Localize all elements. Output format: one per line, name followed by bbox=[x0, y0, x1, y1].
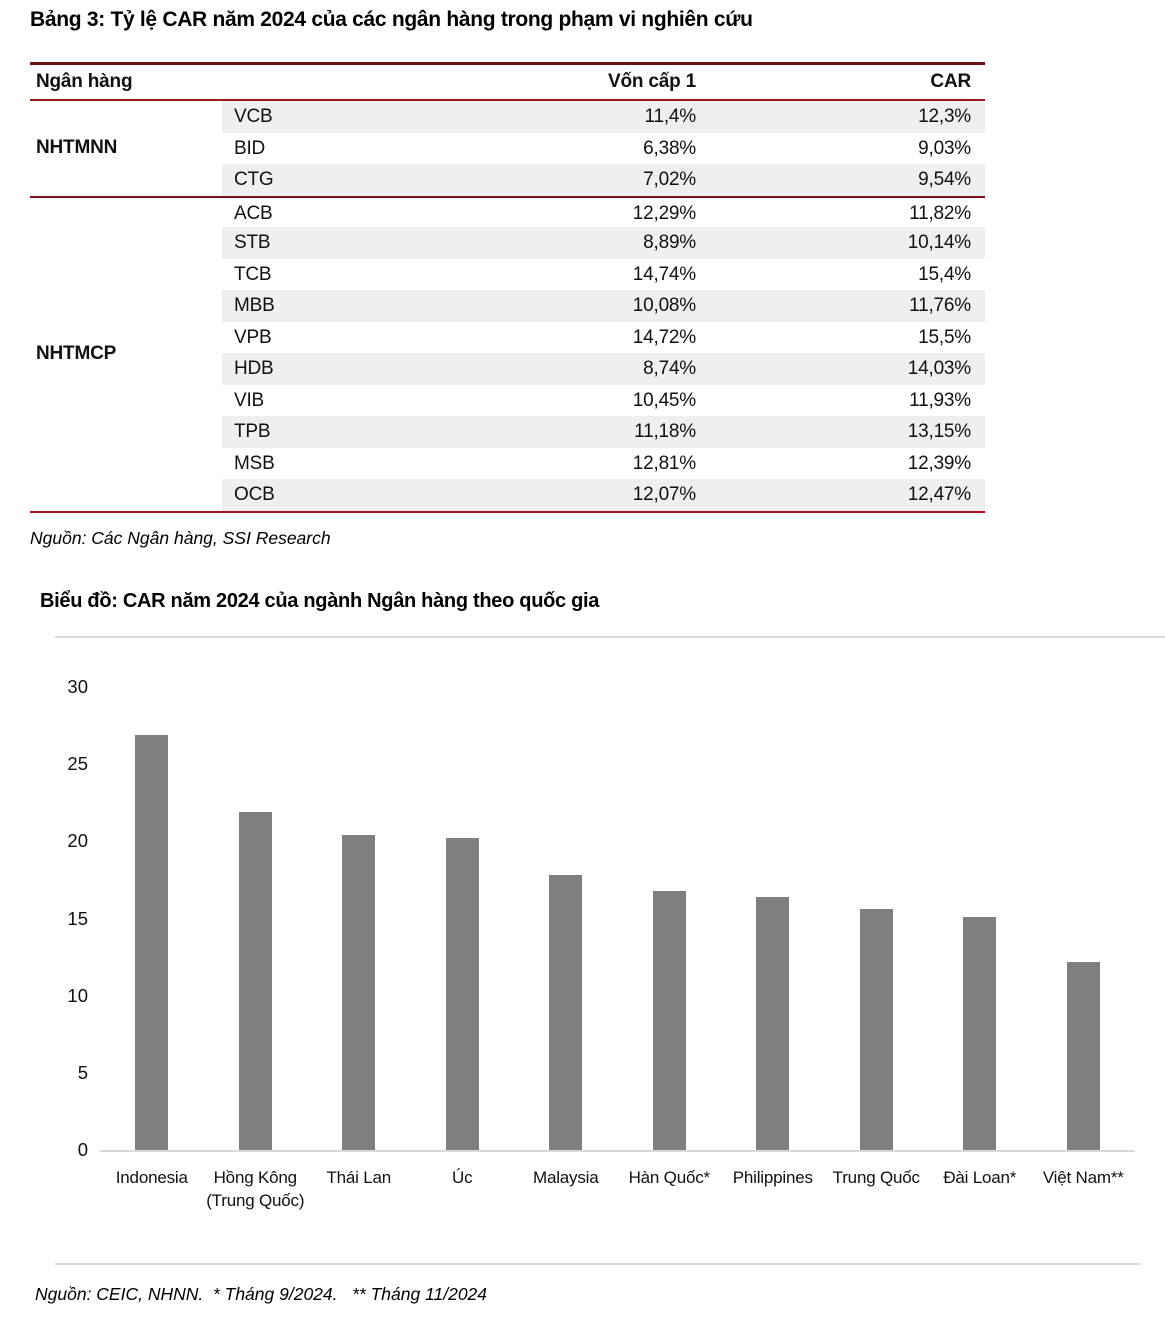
table-cell-stb-bank: STB bbox=[222, 227, 402, 259]
table-cell-vib-tier1: 10,45% bbox=[632, 389, 696, 411]
chart-source: Nguồn: CEIC, NHNN. * Tháng 9/2024. ** Tháng 11/2024 bbox=[35, 1284, 488, 1304]
table-cell-hdb-car: 14,03% bbox=[698, 353, 985, 385]
bar-Trung Quốc bbox=[860, 909, 893, 1150]
y-tick-5: 5 bbox=[77, 1061, 88, 1083]
y-tick-0: 0 bbox=[77, 1139, 88, 1160]
table-cell-ctg-tier1: 7,02% bbox=[402, 164, 698, 196]
table-cell-stb-car: 10,14% bbox=[698, 227, 985, 259]
x-label-line: Đài Loan* bbox=[943, 1168, 1017, 1187]
x-label-Đài Loan* bbox=[928, 1166, 1032, 1212]
x-label-line: Úc bbox=[452, 1168, 473, 1187]
y-tick-25: 25 bbox=[67, 753, 88, 775]
bar-Thái Lan bbox=[342, 835, 375, 1150]
divider-above-source bbox=[55, 1263, 1140, 1265]
header-tier1: Vốn cấp 1 bbox=[608, 71, 696, 92]
table-cell-tpb-tier1: 11,18% bbox=[402, 416, 698, 448]
bar-slot-1 bbox=[204, 687, 308, 1150]
table-cell-tcb-bank: TCB bbox=[234, 263, 272, 285]
bar-slot-8 bbox=[928, 687, 1032, 1150]
table-cell-stb-tier1: 8,89% bbox=[402, 227, 698, 259]
bar-Malaysia bbox=[549, 875, 582, 1150]
table-cell-msb-bank: MSB bbox=[234, 452, 275, 474]
table-cell-ctg-bank: CTG bbox=[222, 164, 402, 196]
table-cell-ocb-car: 12,47% bbox=[698, 479, 985, 511]
x-axis-labels bbox=[100, 1166, 1135, 1212]
group-label-nhtmnn: NHTMNN bbox=[36, 137, 118, 159]
table-cell-mbb-tier1: 10,08% bbox=[402, 290, 698, 322]
x-label-Hồng Kông (Trung Quốc) bbox=[204, 1166, 308, 1212]
table-cell-hdb-tier1: 8,74% bbox=[402, 353, 698, 385]
car-table-body bbox=[30, 101, 985, 511]
x-label-line: Trung Quốc bbox=[832, 1168, 920, 1187]
x-label-line: Việt Nam** bbox=[1042, 1168, 1124, 1187]
table-cell-tpb-bank: TPB bbox=[222, 416, 402, 448]
table-cell-vpb-tier1: 14,72% bbox=[632, 326, 696, 348]
bars-container bbox=[100, 687, 1135, 1150]
table-cell-acb-bank: ACB bbox=[222, 196, 402, 228]
table-cell-tcb-tier1: 14,74% bbox=[632, 263, 696, 285]
table-cell-vpb-bank: VPB bbox=[234, 326, 272, 348]
bar-slot-4 bbox=[514, 687, 618, 1150]
header-bank-group: Ngân hàng bbox=[36, 71, 133, 92]
group-label-nhtmcp: NHTMCP bbox=[30, 196, 222, 511]
divider-above-chart bbox=[55, 636, 1165, 638]
x-label-line: Hàn Quốc* bbox=[628, 1168, 710, 1187]
table-cell-vcb-tier1: 11,4% bbox=[402, 101, 698, 133]
table-cell-tpb-car: 13,15% bbox=[698, 416, 985, 448]
bar-Việt Nam** bbox=[1067, 962, 1100, 1150]
bar-slot-2 bbox=[307, 687, 411, 1150]
bar-Đài Loan* bbox=[963, 917, 996, 1150]
table-cell-tcb-car: 15,4% bbox=[918, 263, 971, 285]
x-label-line: Thái Lan bbox=[326, 1168, 392, 1187]
table-cell-ocb-bank: OCB bbox=[222, 479, 402, 511]
table-cell-vib-car: 11,93% bbox=[909, 389, 971, 411]
table-cell-hdb-bank: HDB bbox=[222, 353, 402, 385]
x-label-line: Hồng Kông bbox=[213, 1168, 297, 1187]
chart-title: Biểu đồ: CAR năm 2024 của ngành Ngân hàng theo quốc gia bbox=[40, 590, 600, 612]
x-label-line: (Trung Quốc) bbox=[206, 1191, 305, 1210]
bar-Úc bbox=[446, 838, 479, 1150]
y-tick-20: 20 bbox=[67, 830, 88, 852]
table-cell-acb-tier1: 12,29% bbox=[402, 196, 698, 228]
bar-slot-5 bbox=[618, 687, 722, 1150]
x-label-Philippines bbox=[721, 1166, 825, 1212]
car-table-header bbox=[30, 65, 985, 101]
table-title: Bảng 3: Tỷ lệ CAR năm 2024 của các ngân hàng trong phạm vi nghiên cứu bbox=[30, 8, 753, 31]
table-cell-msb-car: 12,39% bbox=[907, 452, 971, 474]
x-label-line: Indonesia bbox=[115, 1168, 188, 1187]
bar-slot-0 bbox=[100, 687, 204, 1150]
table-cell-ctg-car: 9,54% bbox=[698, 164, 985, 196]
table-cell-vcb-car: 12,3% bbox=[698, 101, 985, 133]
bar-Philippines bbox=[756, 897, 789, 1150]
x-label-Việt Nam** bbox=[1032, 1166, 1136, 1212]
table-cell-bid-bank: BID bbox=[234, 137, 266, 159]
bar-slot-6 bbox=[721, 687, 825, 1150]
y-tick-15: 15 bbox=[67, 907, 88, 929]
table-source: Nguồn: Các Ngân hàng, SSI Research bbox=[30, 528, 331, 548]
table-cell-bid-tier1: 6,38% bbox=[643, 137, 696, 159]
car-table bbox=[30, 62, 985, 513]
bar-Indonesia bbox=[135, 735, 168, 1150]
table-cell-vib-bank: VIB bbox=[234, 389, 265, 411]
x-label-line: Philippines bbox=[732, 1168, 813, 1187]
x-label-Indonesia bbox=[100, 1166, 204, 1212]
table-cell-bid-car: 9,03% bbox=[918, 137, 971, 159]
x-label-Trung Quốc bbox=[825, 1166, 929, 1212]
y-tick-10: 10 bbox=[67, 984, 88, 1006]
x-label-Úc bbox=[411, 1166, 515, 1212]
table-cell-vpb-car: 15,5% bbox=[918, 326, 971, 348]
bar-slot-9 bbox=[1032, 687, 1136, 1150]
table-cell-ocb-tier1: 12,07% bbox=[402, 479, 698, 511]
x-label-Thái Lan bbox=[307, 1166, 411, 1212]
bar-Hồng Kông (Trung Quốc) bbox=[239, 812, 272, 1150]
x-label-line: Malaysia bbox=[533, 1168, 599, 1187]
header-car: CAR bbox=[930, 71, 971, 92]
bar-slot-3 bbox=[411, 687, 515, 1150]
header-bank-spacer bbox=[222, 65, 402, 99]
y-tick-30: 30 bbox=[67, 676, 88, 697]
table-cell-vcb-bank: VCB bbox=[222, 101, 402, 133]
bar-Hàn Quốc* bbox=[653, 891, 686, 1150]
x-label-Malaysia bbox=[514, 1166, 618, 1212]
table-cell-acb-car: 11,82% bbox=[698, 196, 985, 228]
table-cell-mbb-car: 11,76% bbox=[698, 290, 985, 322]
table-cell-msb-tier1: 12,81% bbox=[632, 452, 696, 474]
table-cell-mbb-bank: MBB bbox=[222, 290, 402, 322]
bar-slot-7 bbox=[825, 687, 929, 1150]
bar-chart-plot bbox=[67, 676, 1135, 1160]
x-label-Hàn Quốc* bbox=[618, 1166, 722, 1212]
